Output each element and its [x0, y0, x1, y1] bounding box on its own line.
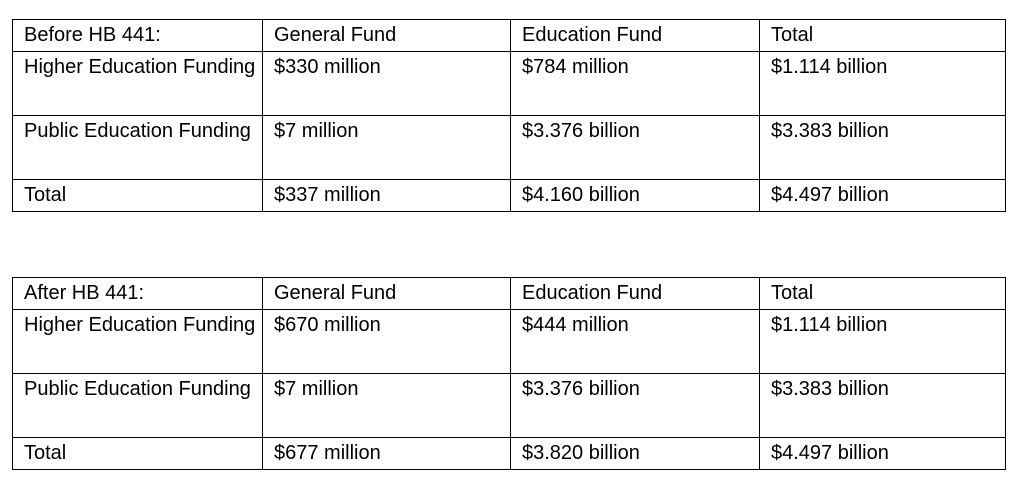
table-header-row: [13, 278, 1006, 310]
table-header-row: [13, 20, 1006, 52]
before-hb441-table: [12, 19, 1006, 212]
cell-total: $1.114 billion: [760, 310, 1006, 374]
cell-general-fund: $677 million: [263, 438, 511, 470]
row-label: Total: [13, 180, 263, 212]
table-caption-cell: Before HB 441:: [13, 20, 263, 52]
cell-education-fund: $784 million: [511, 52, 760, 116]
table-caption-cell: After HB 441:: [13, 278, 263, 310]
table-row-total: [13, 180, 1006, 212]
table-row-higher-education: [13, 52, 1006, 116]
column-header-education-fund: Education Fund: [511, 278, 760, 310]
column-header-total: Total: [760, 20, 1006, 52]
cell-general-fund: $7 million: [263, 116, 511, 180]
cell-general-fund: $7 million: [263, 374, 511, 438]
row-label: Higher Education Funding: [13, 310, 263, 374]
cell-total: $1.114 billion: [760, 52, 1006, 116]
table-row-higher-education: [13, 310, 1006, 374]
cell-education-fund: $444 million: [511, 310, 760, 374]
row-label: Public Education Funding: [13, 374, 263, 438]
column-header-general-fund: General Fund: [263, 278, 511, 310]
cell-general-fund: $670 million: [263, 310, 511, 374]
cell-general-fund: $337 million: [263, 180, 511, 212]
cell-general-fund: $330 million: [263, 52, 511, 116]
row-label: Public Education Funding: [13, 116, 263, 180]
column-header-total: Total: [760, 278, 1006, 310]
cell-education-fund: $4.160 billion: [511, 180, 760, 212]
cell-education-fund: $3.820 billion: [511, 438, 760, 470]
column-header-education-fund: Education Fund: [511, 20, 760, 52]
cell-total: $4.497 billion: [760, 438, 1006, 470]
cell-education-fund: $3.376 billion: [511, 374, 760, 438]
cell-total: $4.497 billion: [760, 180, 1006, 212]
cell-total: $3.383 billion: [760, 374, 1006, 438]
cell-education-fund: $3.376 billion: [511, 116, 760, 180]
row-label: Total: [13, 438, 263, 470]
after-hb441-table: [12, 277, 1006, 470]
column-header-general-fund: General Fund: [263, 20, 511, 52]
row-label: Higher Education Funding: [13, 52, 263, 116]
cell-total: $3.383 billion: [760, 116, 1006, 180]
table-row-public-education: [13, 374, 1006, 438]
table-row-total: [13, 438, 1006, 470]
table-row-public-education: [13, 116, 1006, 180]
